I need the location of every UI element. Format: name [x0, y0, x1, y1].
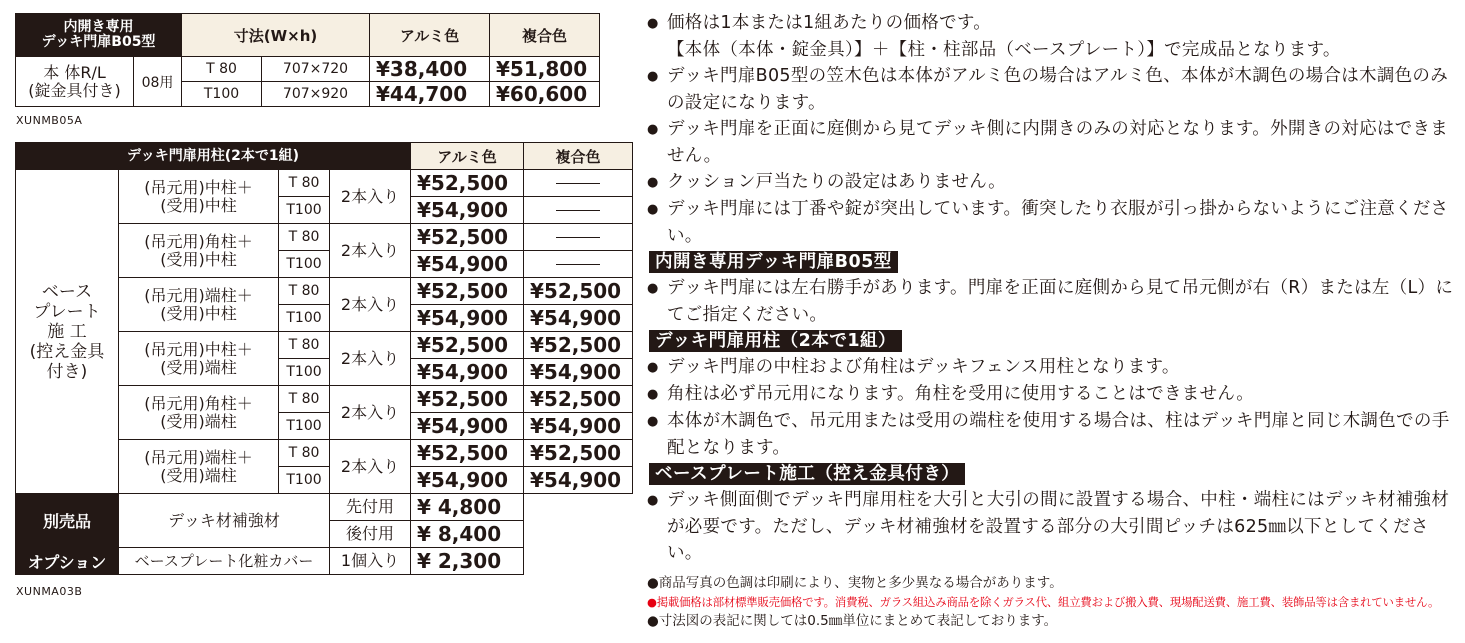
price-cell: ¥54,900: [524, 413, 633, 440]
note-text: デッキ門扉の中柱および角柱はデッキフェンス用柱となります。: [667, 357, 1180, 377]
post-combination-label: (吊元用)角柱＋ (受用)中柱: [119, 224, 279, 278]
post-combination-label: (吊元用)角柱＋ (受用)端柱: [119, 386, 279, 440]
quantity-label: 2本入り: [330, 332, 411, 386]
price-cell: ¥54,900: [524, 359, 633, 386]
note-text: 角柱は必ず吊元用になります。角柱を受用に使用することはできません。: [667, 384, 1255, 404]
product-code: XUNMA03B: [16, 585, 83, 598]
price-cell: ¥52,500: [524, 386, 633, 413]
note-item: [647, 381, 1457, 408]
post-table-title: デッキ門扉用柱(2本で1組): [16, 143, 411, 170]
price-cell: ¥51,800: [490, 57, 600, 82]
price-cell: ¥54,900: [411, 359, 524, 386]
price-cell: ¥52,500: [411, 440, 524, 467]
note-text: デッキ門扉には丁番や錠が突出しています。衝突したり衣服が引っ掛からないようにご注意ください。: [667, 199, 1449, 246]
sold-separately-label: 別売品: [16, 494, 119, 548]
aluminum-color-header: アルミ色: [370, 14, 490, 57]
section-heading: 内開き専用デッキ門扉B05型: [649, 251, 898, 273]
footnote: ●商品写真の色調は印刷により、実物と多少異なる場合があります。: [647, 575, 1063, 591]
section-heading: デッキ門扉用柱（2本で1組）: [649, 330, 902, 352]
note-item: [647, 275, 1457, 328]
footnote: ●掲載価格は部材標準販売価格です。消費税、ガラス組込み商品を除くガラス代、組立費および搬入費、現場配送費、施工費、装飾品等は含まれていません。: [647, 595, 1440, 609]
bullet-icon: ●: [647, 493, 659, 508]
price-cell: ¥38,400: [370, 57, 490, 82]
quantity-label: 2本入り: [330, 440, 411, 494]
price-cell: ¥52,500: [524, 332, 633, 359]
type-cell: T100: [279, 413, 330, 440]
price-cell: ¥54,900: [411, 413, 524, 440]
bullet-icon: ●: [647, 360, 659, 375]
bullet-icon: ●: [647, 16, 659, 31]
install-method-label: ベース プレート 施 工 (控え金具 付き): [16, 170, 119, 494]
footnote: ●寸法図の表記に関しては0.5㎜単位にまとめて表記しております。: [647, 613, 1058, 629]
type-cell: T100: [182, 82, 262, 107]
note-text: デッキ門扉B05型の笠木色は本体がアルミ色の場合はアルミ色、本体が木調色の場合は木調色のみの設定になります。: [667, 66, 1449, 113]
dash-mark: [556, 237, 600, 238]
bullet-icon: ●: [647, 69, 659, 84]
post-combination-label: (吊元用)中柱＋ (受用)中柱: [119, 170, 279, 224]
size-cell: 707×720: [262, 57, 370, 82]
note-text: 【本体（本体・錠金具）】＋【柱・柱部品（ベースプレート）】で完成品となります。: [667, 40, 1341, 60]
type-cell: T 80: [279, 224, 330, 251]
bullet-icon: ●: [647, 387, 659, 402]
product-code: XUNMB05A: [16, 114, 83, 127]
quantity-label: 2本入り: [330, 170, 411, 224]
bullet-icon: ●: [647, 175, 659, 190]
note-item: [647, 408, 1457, 461]
type-cell: T 80: [279, 278, 330, 305]
section-heading: ベースプレート施工（控え金具付き）: [649, 463, 965, 485]
type-cell: T 80: [182, 57, 262, 82]
bullet-icon: ●: [647, 281, 659, 296]
bullet-icon: ●: [647, 202, 659, 217]
post-combination-label: (吊元用)端柱＋ (受用)中柱: [119, 278, 279, 332]
type-cell: T 80: [279, 386, 330, 413]
note-text: デッキ側面側でデッキ門扉用柱を大引と大引の間に設置する場合、中柱・端柱にはデッキ材補強材が必要です。ただし、デッキ材補強材を設置する部分の大引間ピッチは625㎜以下としてください。: [667, 490, 1450, 563]
composite-color-header: 複合色: [490, 14, 600, 57]
unit-label: 08用: [134, 57, 182, 107]
quantity-label: 2本入り: [330, 386, 411, 440]
note-text: デッキ門扉には左右勝手があります。門扉を正面に庭側から見て吊元側が右（R）または左（L）にてご指定ください。: [667, 278, 1454, 325]
note-item: [647, 116, 1457, 169]
type-cell: T100: [279, 197, 330, 224]
price-cell: ¥54,900: [524, 467, 633, 494]
price-cell: ¥52,500: [411, 386, 524, 413]
option-name: ベースプレート化粧カバー: [119, 548, 330, 575]
size-cell: 707×920: [262, 82, 370, 107]
bullet-icon: ●: [647, 122, 659, 137]
price-cell: ¥54,900: [411, 251, 524, 278]
price-cell: ¥52,500: [411, 278, 524, 305]
dash-mark: [556, 210, 600, 211]
option-label: オプション: [16, 548, 119, 575]
note-text: クッション戸当たりの設定はありません。: [667, 172, 1006, 192]
price-cell: ¥52,500: [524, 278, 633, 305]
quantity-label: 2本入り: [330, 278, 411, 332]
type-cell: T100: [279, 359, 330, 386]
footnotes: [647, 574, 1462, 631]
price-cell: ¥52,500: [524, 440, 633, 467]
note-text: 価格は1本または1組あたりの価格です。: [667, 13, 992, 33]
price-cell: ¥52,500: [411, 332, 524, 359]
note-item: [647, 169, 1457, 196]
price-cell: ¥54,900: [411, 197, 524, 224]
note-item: [647, 196, 1457, 249]
note-item: [647, 63, 1457, 116]
reinforcement-label: デッキ材補強材: [119, 494, 330, 548]
note-item: [647, 487, 1457, 566]
type-cell: T100: [279, 305, 330, 332]
post-combination-label: (吊元用)中柱＋ (受用)端柱: [119, 332, 279, 386]
size-header: 寸法(W×h): [182, 14, 370, 57]
quantity-label: 1個入り: [330, 548, 411, 575]
note-item: [647, 10, 1457, 37]
post-combination-label: (吊元用)端柱＋ (受用)端柱: [119, 440, 279, 494]
price-cell: ¥54,900: [524, 305, 633, 332]
notes-section: [647, 10, 1457, 566]
type-cell: T 80: [279, 440, 330, 467]
type-cell: 後付用: [330, 521, 411, 548]
gate-body-price-table: [15, 13, 600, 107]
type-cell: T 80: [279, 332, 330, 359]
note-text: デッキ門扉を正面に庭側から見てデッキ側に内開きのみの対応となります。外開きの対応はできません。: [667, 119, 1449, 166]
price-cell: ¥54,900: [411, 305, 524, 332]
type-cell: T 80: [279, 170, 330, 197]
type-cell: 先付用: [330, 494, 411, 521]
body-item-label: 本 体R/L (錠金具付き): [16, 57, 134, 107]
price-cell: ¥ 8,400: [411, 521, 524, 548]
price-cell: ¥44,700: [370, 82, 490, 107]
dash-mark: [556, 183, 600, 184]
aluminum-color-header: アルミ色: [411, 143, 524, 170]
price-cell: ¥60,600: [490, 82, 600, 107]
composite-color-header: 複合色: [524, 143, 633, 170]
quantity-label: 2本入り: [330, 224, 411, 278]
note-item: [647, 354, 1457, 381]
price-unavailable: [524, 224, 633, 251]
price-cell: ¥52,500: [411, 170, 524, 197]
product-header: [16, 14, 182, 57]
price-cell: ¥ 4,800: [411, 494, 524, 521]
note-text: 本体が木調色で、吊元用または受用の端柱を使用する場合は、柱はデッキ門扉と同じ木調色での手配となります。: [667, 411, 1450, 458]
price-unavailable: [524, 170, 633, 197]
price-cell: ¥52,500: [411, 224, 524, 251]
type-cell: T100: [279, 467, 330, 494]
type-cell: T100: [279, 251, 330, 278]
gate-post-price-table: [15, 142, 633, 575]
price-unavailable: [524, 251, 633, 278]
price-cell: ¥54,900: [411, 467, 524, 494]
product-header-text: 内開き専用 デッキ門扉B05型: [41, 19, 156, 50]
price-cell: ¥ 2,300: [411, 548, 524, 575]
bullet-icon: ●: [647, 414, 659, 429]
price-unavailable: [524, 197, 633, 224]
dash-mark: [556, 264, 600, 265]
